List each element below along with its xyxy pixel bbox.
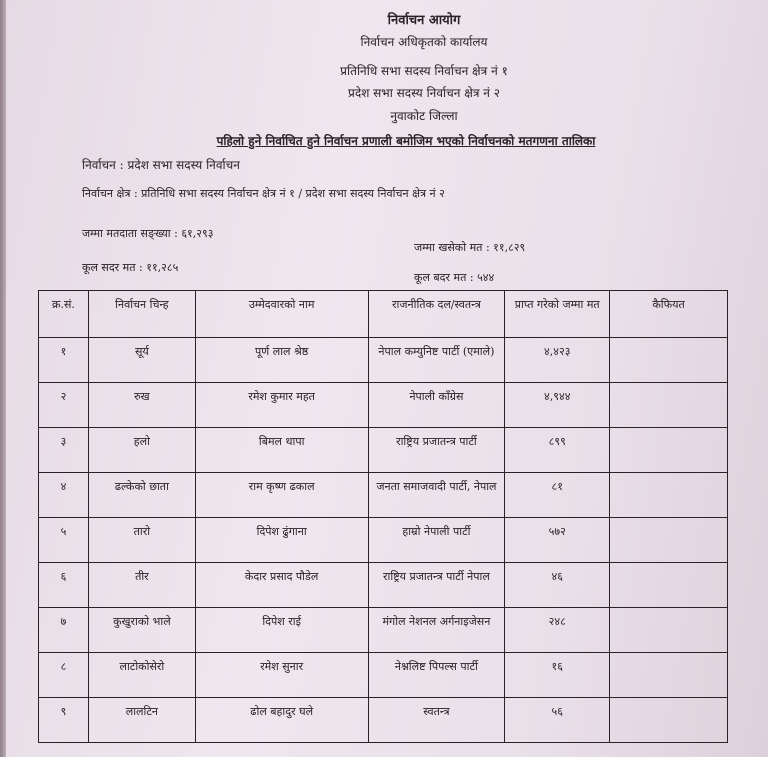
cell-symbol: तारो xyxy=(88,518,195,563)
district: नुवाकोट जिल्ला xyxy=(390,109,458,123)
cell-party: स्वतन्त्र xyxy=(368,698,505,743)
cell-votes: ४६ xyxy=(505,563,610,608)
cell-votes: ४,४२३ xyxy=(505,338,610,383)
invalid-votes: कूल बदर मत : ५४४ xyxy=(414,271,495,284)
cell-symbol: लाटोकोसेरो xyxy=(88,653,195,698)
cell-symbol: लालटिन xyxy=(88,698,195,743)
col-symbol: निर्वाचन चिन्ह xyxy=(88,291,195,338)
cell-serial: ९ xyxy=(39,698,89,743)
commission-name: निर्वाचन आयोग xyxy=(387,13,461,28)
cell-votes: १६ xyxy=(505,653,610,698)
cell-party: नेपाली काँग्रेस xyxy=(368,383,505,428)
cell-remarks xyxy=(610,653,728,698)
cell-remarks xyxy=(610,473,728,518)
table-header-row xyxy=(39,291,728,338)
cell-symbol: सूर्य xyxy=(88,338,195,383)
cell-symbol: कुखुराको भाले xyxy=(88,608,195,653)
cell-symbol: रुख xyxy=(88,383,195,428)
table-row xyxy=(39,383,728,428)
col-candidate: उम्मेदवारको नाम xyxy=(195,291,368,338)
col-votes: प्राप्त गरेको जम्मा मत xyxy=(505,291,610,338)
document-title: पहिलो हुने निर्वाचित हुने निर्वाचन प्रणाली बमोजिम भएको निर्वाचनको मतगणना तालिका xyxy=(216,134,596,148)
cell-remarks xyxy=(610,563,728,608)
table-row xyxy=(39,563,728,608)
cell-symbol: तीर xyxy=(88,563,195,608)
table-row xyxy=(39,698,728,743)
table-row xyxy=(39,473,728,518)
cell-candidate: रमेश सुनार xyxy=(195,653,368,698)
total-voters: जम्मा मतदाता सङ्ख्या : ६१,२९३ xyxy=(82,227,214,240)
election-type: निर्वाचन : प्रदेश सभा सदस्य निर्वाचन xyxy=(82,158,240,172)
cell-party: जनता समाजवादी पार्टी, नेपाल xyxy=(368,473,505,518)
cell-remarks xyxy=(610,428,728,473)
total-cast: जम्मा खसेको मत : ११,८२९ xyxy=(414,241,526,254)
cell-votes: ५६ xyxy=(505,698,610,743)
cell-remarks xyxy=(610,518,728,563)
valid-votes: कूल सदर मत : ११,२८५ xyxy=(82,261,179,274)
cell-candidate: केदार प्रसाद पौडेल xyxy=(195,563,368,608)
table-row xyxy=(39,338,728,383)
cell-serial: ४ xyxy=(39,473,89,518)
cell-symbol: ढल्केको छाता xyxy=(88,473,195,518)
cell-serial: ७ xyxy=(39,608,89,653)
constituency-hor: प्रतिनिधि सभा सदस्य निर्वाचन क्षेत्र नं १ xyxy=(340,64,508,78)
cell-candidate: दिपेश राई xyxy=(195,608,368,653)
table-row xyxy=(39,428,728,473)
cell-candidate: ढोल बहादुर घले xyxy=(195,698,368,743)
cell-remarks xyxy=(610,608,728,653)
cell-party: राष्ट्रिय प्रजातन्त्र पार्टी नेपाल xyxy=(368,563,505,608)
office-name: निर्वाचन अधिकृतको कार्यालय xyxy=(360,35,488,49)
cell-remarks xyxy=(610,383,728,428)
cell-candidate: बिमल थापा xyxy=(195,428,368,473)
cell-serial: ३ xyxy=(39,428,89,473)
vote-count-table xyxy=(38,290,728,743)
cell-party: हाम्रो नेपाली पार्टी xyxy=(368,518,505,563)
table-row xyxy=(39,608,728,653)
col-serial: क्र.सं. xyxy=(39,291,89,338)
cell-votes: ८१ xyxy=(505,473,610,518)
cell-party: नेश्नलिष्ट पिपल्स पार्टी xyxy=(368,653,505,698)
cell-remarks xyxy=(610,698,728,743)
table-row xyxy=(39,653,728,698)
col-remarks: कैफियत xyxy=(610,291,728,338)
cell-remarks xyxy=(610,338,728,383)
cell-symbol: हलो xyxy=(88,428,195,473)
cell-votes: २४८ xyxy=(505,608,610,653)
cell-votes: ५७२ xyxy=(505,518,610,563)
cell-candidate: रमेश कुमार महत xyxy=(195,383,368,428)
cell-serial: २ xyxy=(39,383,89,428)
cell-candidate: दिपेश ढुंगाना xyxy=(195,518,368,563)
cell-candidate: पूर्ण लाल श्रेष्ठ xyxy=(195,338,368,383)
constituency-line: निर्वाचन क्षेत्र : प्रतिनिधि सभा सदस्य निर्वाचन क्षेत्र नं १ / प्रदेश सभा सदस्य निर्वाचन क्षेत्र नं २ xyxy=(82,187,445,200)
constituency-pa: प्रदेश सभा सदस्य निर्वाचन क्षेत्र नं २ xyxy=(348,86,500,100)
cell-votes: ८९९ xyxy=(505,428,610,473)
cell-votes: ४,९४४ xyxy=(505,383,610,428)
cell-party: नेपाल कम्युनिष्ट पार्टी (एमाले) xyxy=(368,338,505,383)
cell-party: राष्ट्रिय प्रजातन्त्र पार्टी xyxy=(368,428,505,473)
cell-serial: ५ xyxy=(39,518,89,563)
col-party: राजनीतिक दल/स्वतन्त्र xyxy=(368,291,505,338)
cell-serial: १ xyxy=(39,338,89,383)
cell-serial: ८ xyxy=(39,653,89,698)
table-row xyxy=(39,518,728,563)
cell-candidate: राम कृष्ण ढकाल xyxy=(195,473,368,518)
cell-serial: ६ xyxy=(39,563,89,608)
cell-party: मंगोल नेशनल अर्गनाइजेसन xyxy=(368,608,505,653)
